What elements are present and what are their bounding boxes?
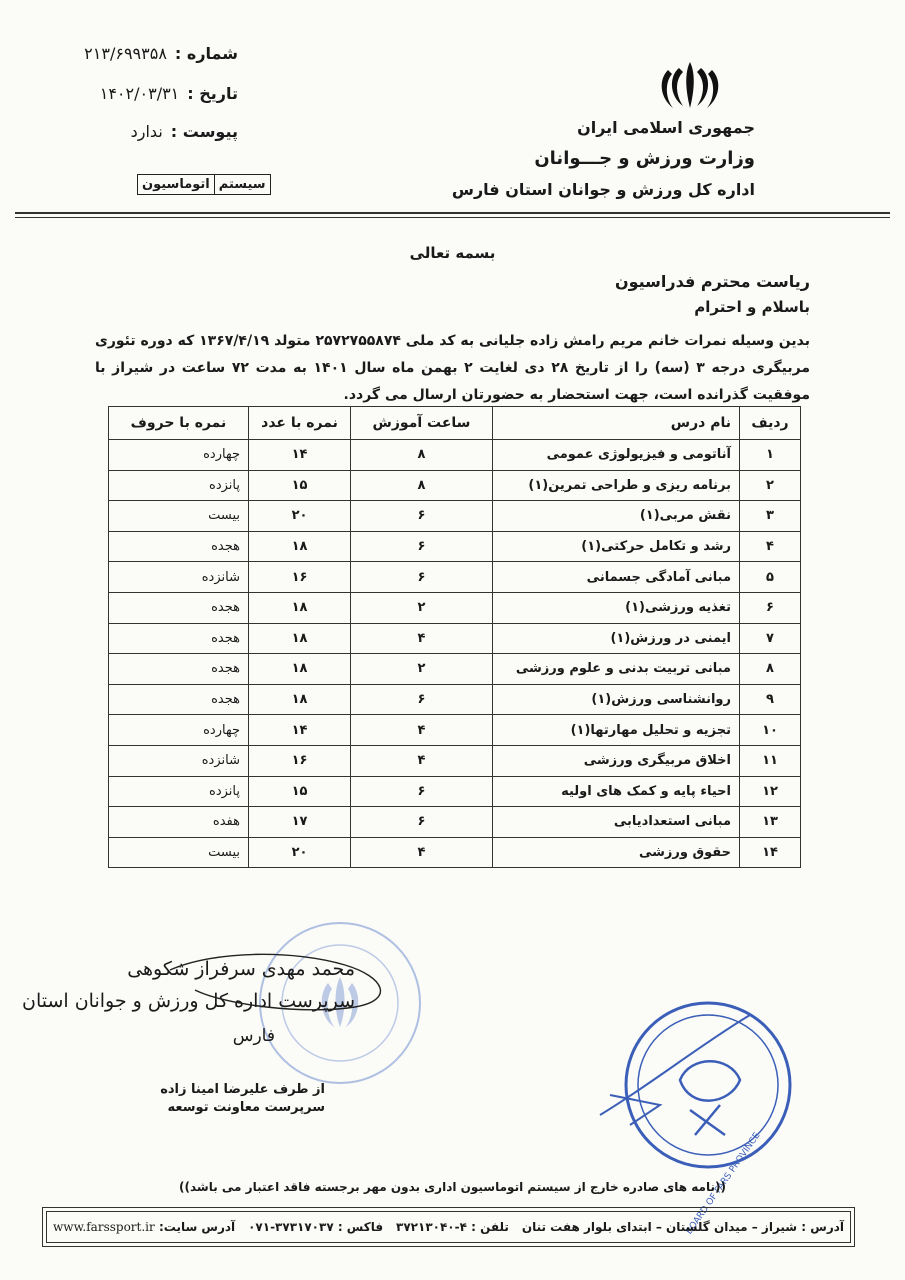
cell-course: برنامه ریزی و طراحی تمرین(۱): [493, 470, 740, 501]
on-behalf-title: سرپرست معاونت توسعه: [167, 1100, 325, 1115]
cell-hours: ۶: [351, 776, 493, 807]
cell-course: احیاء پایه و کمک های اولیه: [493, 776, 740, 807]
cell-index: ۲: [740, 470, 801, 501]
col-header-course: نام درس: [493, 407, 740, 440]
number-value: ۲۱۳/۶۹۹۳۵۸: [84, 44, 167, 63]
cell-index: ۱۰: [740, 715, 801, 746]
table-row: [109, 745, 801, 776]
cell-grade-words: هجده: [109, 592, 249, 623]
automation-badge: [137, 174, 271, 195]
signer-title: سرپرست اداره کل ورزش و جوانان استان: [21, 990, 355, 1012]
footer-site-label: آدرس سایت:: [158, 1220, 236, 1234]
cell-index: ۶: [740, 592, 801, 623]
cell-hours: ۴: [351, 837, 493, 868]
body-text: بدین وسیله نمرات خانم مریم رامش زاده جلیانی به کد ملی ۲۵۷۲۷۵۵۸۷۴ متولد ۱۳۶۷/۴/۱۹ که دوره تئوری مربیگری درجه ۳ (سه) را از تاریخ ۲۸ دی لغایت ۲ بهمن ماه سال ۱۴۰۱ به مدت ۷۲ ساعت در شیراز با موفقیت گذرانده است، جهت استحضار به حضورتان ارسال می گردد.: [95, 333, 810, 403]
footer-site: [53, 1220, 235, 1234]
addressee: ریاست محترم فدراسیون: [614, 272, 810, 291]
attachment-value: ندارد: [130, 122, 163, 141]
grades-table: [108, 406, 801, 868]
cell-course: رشد و تکامل حرکتی(۱): [493, 531, 740, 562]
letter-number: [84, 44, 238, 63]
date-label: تاریخ :: [187, 84, 238, 103]
table-row: [109, 592, 801, 623]
footer-phone: تلفن : ۴-۳۷۲۱۳۰۴۰: [396, 1220, 509, 1234]
cell-grade-number: ۱۴: [249, 715, 351, 746]
cell-grade-words: بیست: [109, 501, 249, 532]
cell-course: مبانی استعدادیابی: [493, 807, 740, 838]
iran-emblem-icon: [655, 58, 725, 113]
table-row: [109, 776, 801, 807]
cell-hours: ۲: [351, 592, 493, 623]
header-country: جمهوری اسلامی ایران: [577, 118, 755, 137]
col-header-grade-words: نمره با حروف: [109, 407, 249, 440]
cell-grade-number: ۱۶: [249, 745, 351, 776]
cell-hours: ۸: [351, 440, 493, 471]
cell-grade-words: پانزده: [109, 776, 249, 807]
signer-title-province: فارس: [232, 1026, 275, 1046]
table-row: [109, 501, 801, 532]
footer-inner: [46, 1211, 851, 1243]
cell-grade-number: ۱۸: [249, 684, 351, 715]
cell-index: ۱۲: [740, 776, 801, 807]
cell-grade-number: ۱۴: [249, 440, 351, 471]
date-value: ۱۴۰۲/۰۳/۳۱: [99, 84, 180, 103]
cell-hours: ۶: [351, 562, 493, 593]
cell-course: نقش مربی(۱): [493, 501, 740, 532]
cell-grade-number: ۱۸: [249, 654, 351, 685]
cell-grade-words: هجده: [109, 531, 249, 562]
cell-course: اخلاق مربیگری ورزشی: [493, 745, 740, 776]
cell-grade-number: ۱۸: [249, 531, 351, 562]
cell-index: ۱: [740, 440, 801, 471]
cell-index: ۷: [740, 623, 801, 654]
cell-hours: ۲: [351, 654, 493, 685]
cell-grade-number: ۱۸: [249, 623, 351, 654]
table-row: [109, 623, 801, 654]
validity-footnote: ((نامه های صادره خارج از سیستم اتوماسیون اداری بدون مهر برجسته فاقد اعتبار می باشد)): [179, 1180, 726, 1194]
header-divider-thin: [15, 217, 890, 218]
cell-index: ۳: [740, 501, 801, 532]
cell-course: مبانی تربیت بدنی و علوم ورزشی: [493, 654, 740, 685]
cell-grade-words: شانزده: [109, 745, 249, 776]
table-row: [109, 440, 801, 471]
cell-grade-number: ۱۵: [249, 776, 351, 807]
header-divider: [15, 212, 890, 214]
table-row: [109, 654, 801, 685]
cell-grade-number: ۱۵: [249, 470, 351, 501]
cell-course: آناتومی و فیزیولوژی عمومی: [493, 440, 740, 471]
bismillah: بسمه تعالی: [409, 244, 496, 262]
number-label: شماره :: [174, 44, 238, 63]
table-row: [109, 715, 801, 746]
cell-grade-words: هجده: [109, 654, 249, 685]
automation-badge-left: سیستم: [218, 177, 266, 192]
cell-course: تغذیه ورزشی(۱): [493, 592, 740, 623]
cell-index: ۹: [740, 684, 801, 715]
cell-grade-words: چهارده: [109, 715, 249, 746]
cell-hours: ۴: [351, 715, 493, 746]
header-department: اداره کل ورزش و جوانان استان فارس: [451, 180, 755, 199]
table-row: [109, 562, 801, 593]
table-body: [109, 440, 801, 868]
cell-course: حقوق ورزشی: [493, 837, 740, 868]
cell-grade-words: پانزده: [109, 470, 249, 501]
signer-name: محمد مهدی سرفراز شکوهی: [127, 958, 355, 980]
cell-course: ایمنی در ورزش(۱): [493, 623, 740, 654]
on-behalf-name: از طرف علیرضا امینا زاده: [160, 1082, 325, 1097]
cell-index: ۴: [740, 531, 801, 562]
footer-fax: فاکس : ۳۷۳۱۷۰۳۷-۰۷۱: [248, 1220, 384, 1234]
cell-course: تجزیه و تحلیل مهارتها(۱): [493, 715, 740, 746]
cell-hours: ۶: [351, 807, 493, 838]
table-row: [109, 531, 801, 562]
cell-grade-words: چهارده: [109, 440, 249, 471]
stamp-caption: BOARD OF FARS PROVINCE: [684, 1130, 763, 1237]
cell-grade-words: شانزده: [109, 562, 249, 593]
cell-index: ۵: [740, 562, 801, 593]
cell-course: روانشناسی ورزش(۱): [493, 684, 740, 715]
letter-attachment: [131, 122, 238, 141]
signature-scribble-icon: [155, 945, 425, 1020]
header-ministry: وزارت ورزش و جـــوانان: [534, 148, 755, 169]
cell-grade-words: هجده: [109, 684, 249, 715]
footer-site-url[interactable]: www.farssport.ir: [53, 1220, 155, 1234]
cell-hours: ۶: [351, 501, 493, 532]
table-header-row: [109, 407, 801, 440]
cell-grade-number: ۲۰: [249, 837, 351, 868]
cell-course: مبانی آمادگی جسمانی: [493, 562, 740, 593]
cell-grade-words: هجده: [109, 623, 249, 654]
footer-address: آدرس : شیراز – میدان گلستان – ابتدای بلوار هفت تنان: [521, 1220, 844, 1234]
cell-grade-words: هفده: [109, 807, 249, 838]
cell-index: ۱۴: [740, 837, 801, 868]
cell-grade-words: بیست: [109, 837, 249, 868]
cell-hours: ۸: [351, 470, 493, 501]
cell-grade-number: ۱۷: [249, 807, 351, 838]
cell-grade-number: ۲۰: [249, 501, 351, 532]
cell-grade-number: ۱۶: [249, 562, 351, 593]
cell-hours: ۶: [351, 531, 493, 562]
cell-grade-number: ۱۸: [249, 592, 351, 623]
footer-box: [42, 1207, 855, 1247]
cell-hours: ۶: [351, 684, 493, 715]
cell-index: ۸: [740, 654, 801, 685]
table-row: [109, 837, 801, 868]
cell-hours: ۴: [351, 745, 493, 776]
table-row: [109, 807, 801, 838]
letter-date: [100, 84, 238, 103]
greeting: باسلام و احترام: [694, 298, 810, 316]
cell-index: ۱۳: [740, 807, 801, 838]
table-row: [109, 684, 801, 715]
col-header-hours: ساعت آموزش: [351, 407, 493, 440]
col-header-grade-number: نمره با عدد: [249, 407, 351, 440]
attachment-label: پیوست :: [170, 122, 238, 141]
cell-index: ۱۱: [740, 745, 801, 776]
automation-badge-right: اتوماسیون: [138, 175, 215, 194]
cell-hours: ۴: [351, 623, 493, 654]
table-row: [109, 470, 801, 501]
col-header-index: ردیف: [740, 407, 801, 440]
